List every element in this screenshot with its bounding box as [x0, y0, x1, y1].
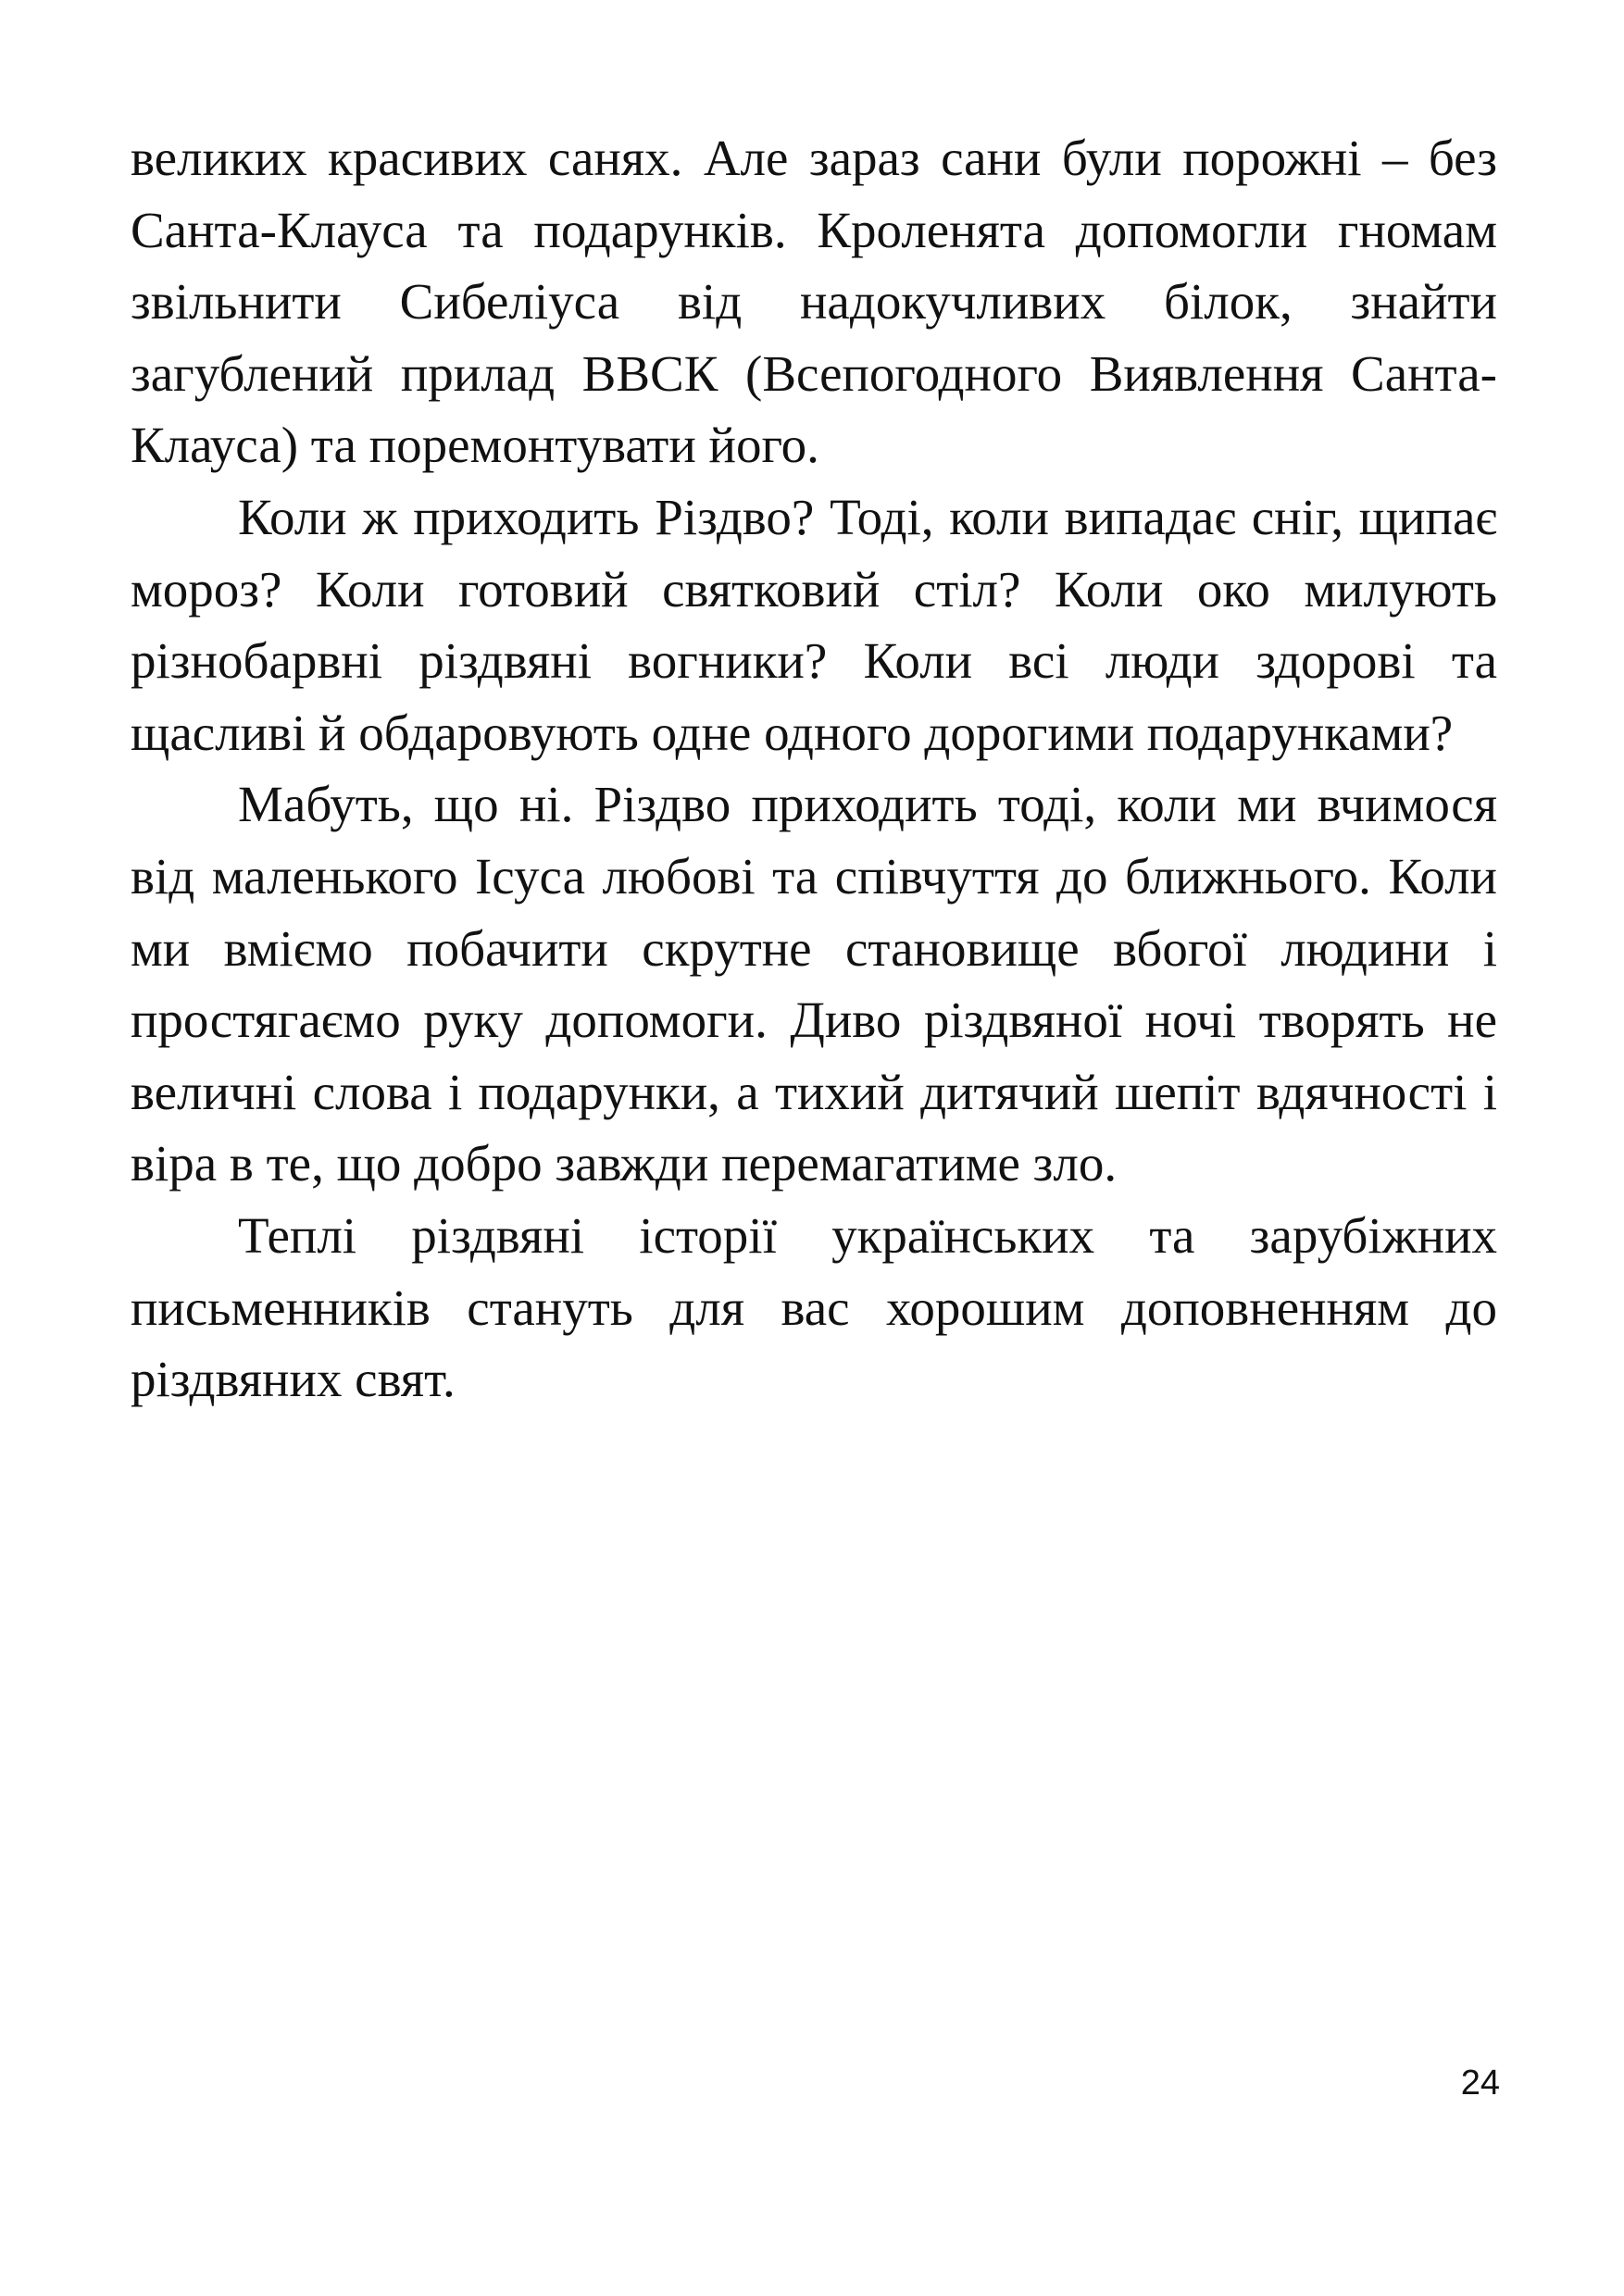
- paragraph-continuation: великих красивих санях. Але зараз сани були порожні – без Санта-Клауса та подарунків. Кроленята допомогли гномам звільнити Сибеліуса від надокучливих білок, знайти загублений прилад ВВСК (Всепогодного Виявлення Санта-Клауса) та поремонтувати його.: [131, 130, 1497, 474]
- paragraph-christmas-question: Коли ж приходить Різдво? Тоді, коли випадає сніг, щипає мороз? Коли готовий святковий стіл? Коли око милують різнобарвні різдвяні вогники? Коли всі люди здорові та щасливі й обдаровують одне одного дорогими подарунками?: [131, 488, 1497, 761]
- paragraph-christmas-meaning: Мабуть, що ні. Різдво приходить тоді, коли ми вчимося від маленького Ісуса любові та співчуття до ближнього. Коли ми вміємо побачити скрутне становище вбогої людини і простягаємо руку допомоги. Диво різдвяної ночі творять не величні слова і подарунки, а тихий дитячий шепіт вдячності і віра в те, що добро завжди перемагатиме зло.: [131, 776, 1497, 1192]
- page-number: 24: [1460, 2064, 1500, 2103]
- body-text: [131, 122, 1497, 1416]
- paragraph-stories-intro: Теплі різдвяні історії українських та зарубіжних письменників стануть для вас хорошим доповненням до різдвяних свят.: [131, 1206, 1497, 1408]
